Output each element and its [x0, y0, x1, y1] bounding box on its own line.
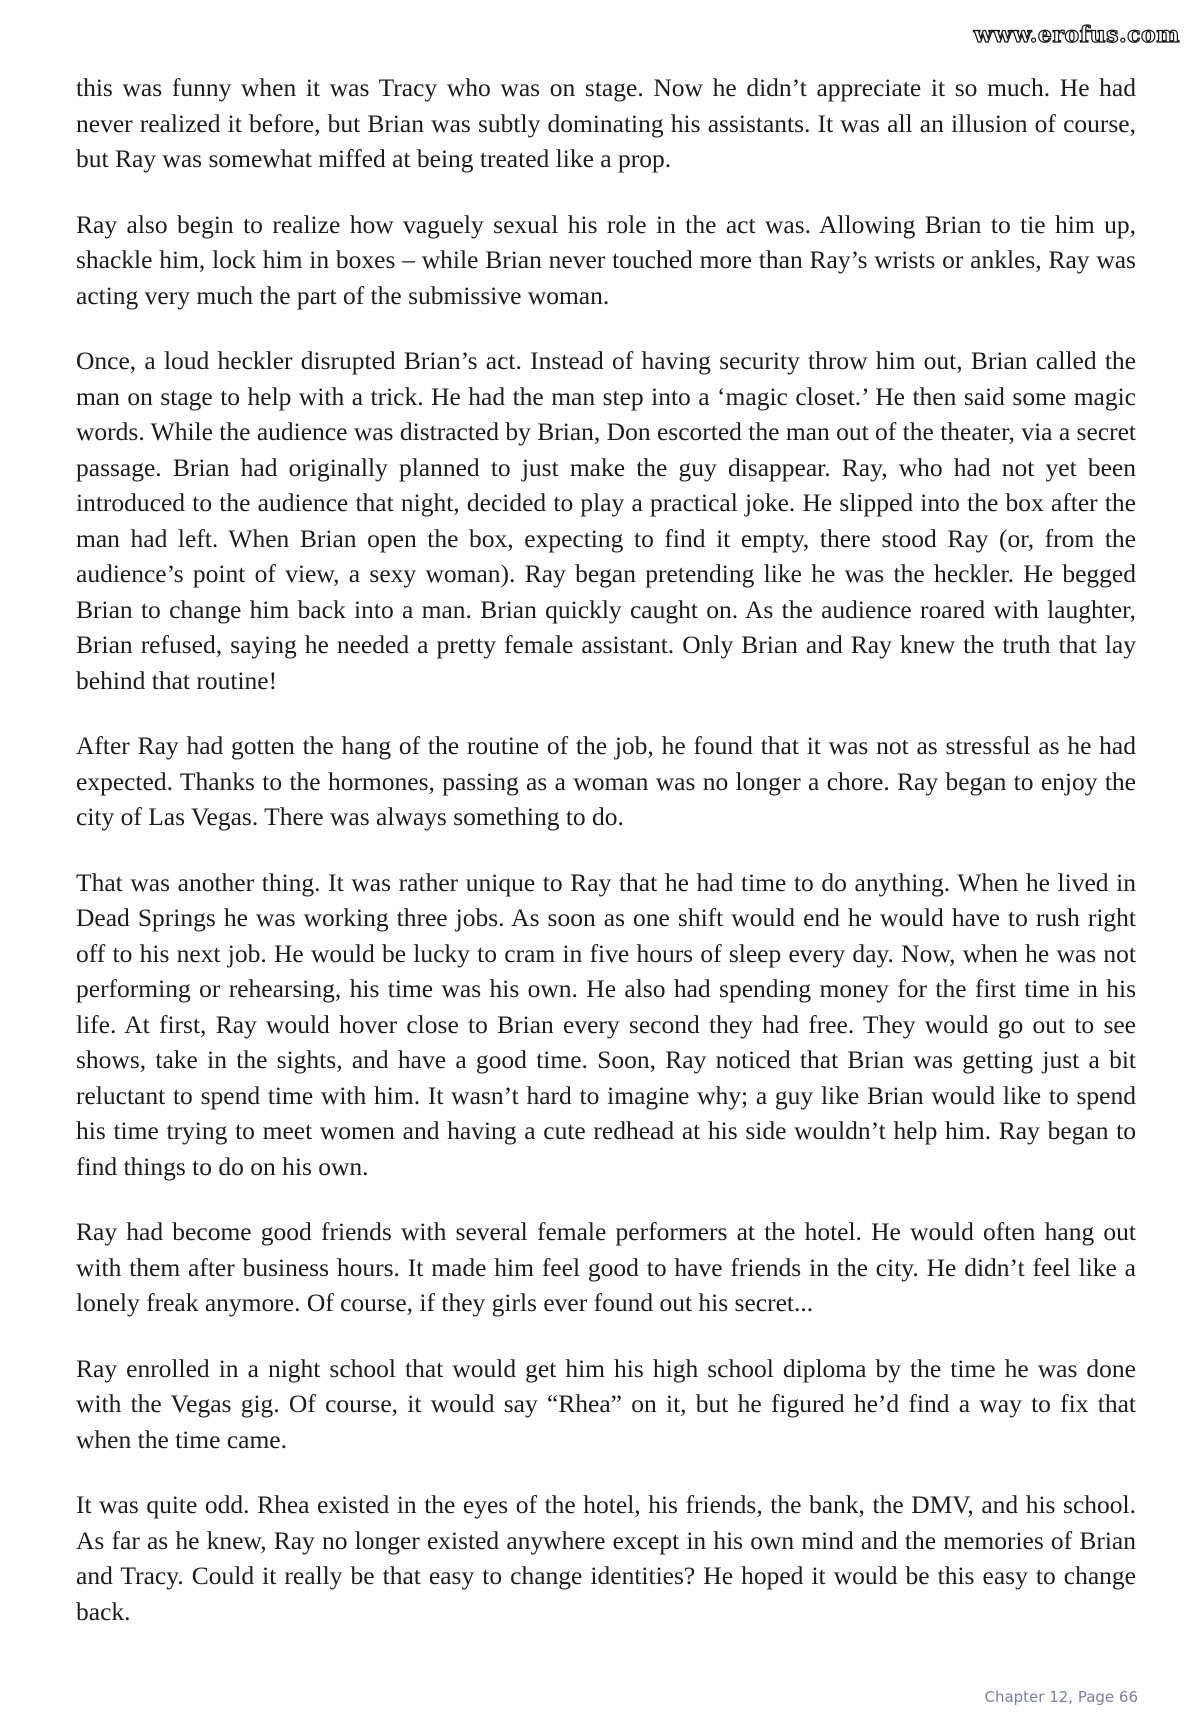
paragraph-3: Once, a loud heckler disrupted Brian’s act. Instead of having security throw him out, Brian called the man on stage to help with a trick. He had the man step into a ‘magic closet.’ He then said some magic words. While the audience was distracted by Brian, Don escorted the man out of the theater, via a secret passage. Brian had originally planned to just make the guy disappear. Ray, who had not yet been introduced to the audience that night, decided to play a practical joke. He slipped into the box after the man had left. When Brian open the box, expecting to find it empty, there stood Ray (or, from the audience’s point of view, a sexy woman). Ray began pretending like he was the heckler. He begged Brian to change him back into a man. Brian quickly caught on. As the audience roared with laughter, Brian refused, saying he needed a pretty female assistant. Only Brian and Ray knew the truth that lay behind that routine!: [76, 346, 1136, 695]
paragraph-8: It was quite odd. Rhea existed in the eyes of the hotel, his friends, the bank, the DMV, and his school. As far as he knew, Ray no longer existed anywhere except in his own mind and the memories of Brian and Tracy. Could it really be that easy to change identities? He hoped it would be this easy to change back.: [76, 1490, 1136, 1626]
paragraph-4: After Ray had gotten the hang of the routine of the job, he found that it was not as stressful as he had expected. Thanks to the hormones, passing as a woman was no longer a chore. Ray began to enjoy the city of Las Vegas. There was always something to do.: [76, 731, 1136, 831]
paragraph-1: this was funny when it was Tracy who was on stage. Now he didn’t appreciate it so much. He had never realized it before, but Brian was subtly dominating his assistants. It was all an illusion of course, but Ray was somewhat miffed at being treated like a prop.: [76, 73, 1136, 173]
paragraph-7: Ray enrolled in a night school that would get him his high school diploma by the time he was done with the Vegas gig. Of course, it would say “Rhea” on it, but he figured he’d find a way to fix that when the time came.: [76, 1353, 1136, 1454]
paragraph-6: Ray had become good friends with several female performers at the hotel. He would often hang out with them after business hours. It made him feel good to have friends in the city. He didn’t feel like a lonely freak anymore. Of course, if they girls ever found out his secret...: [76, 1217, 1136, 1317]
paragraph-5: That was another thing. It was rather unique to Ray that he had time to do anything. When he lived in Dead Springs he was working three jobs. As soon as one shift would end he would have to rush right off to his next job. He would be lucky to cram in five hours of sleep every day. Now, when he was not performing or rehearsing, his time was his own. He also had spending money for the first time in his life. At first, Ray would hover close to Brian every second they had free. They would go out to see shows, take in the sights, and have a good time. Soon, Ray noticed that Brian was getting just a bit reluctant to spend time with him. It wasn’t hard to imagine why; a guy like Brian would like to spend his time trying to meet women and having a cute redhead at his side wouldn’t help him. Ray began to find things to do on his own.: [76, 867, 1136, 1181]
site-watermark: www.erofus.com: [973, 22, 1180, 48]
page-body: [76, 70, 1136, 1659]
page-footer: Chapter 12, Page 66: [984, 1688, 1138, 1706]
paragraph-2: Ray also begin to realize how vaguely sexual his role in the act was. Allowing Brian to tie him up, shackle him, lock him in boxes – while Brian never touched more than Ray’s wrists or ankles, Ray was acting very much the part of the submissive woman.: [76, 209, 1136, 310]
